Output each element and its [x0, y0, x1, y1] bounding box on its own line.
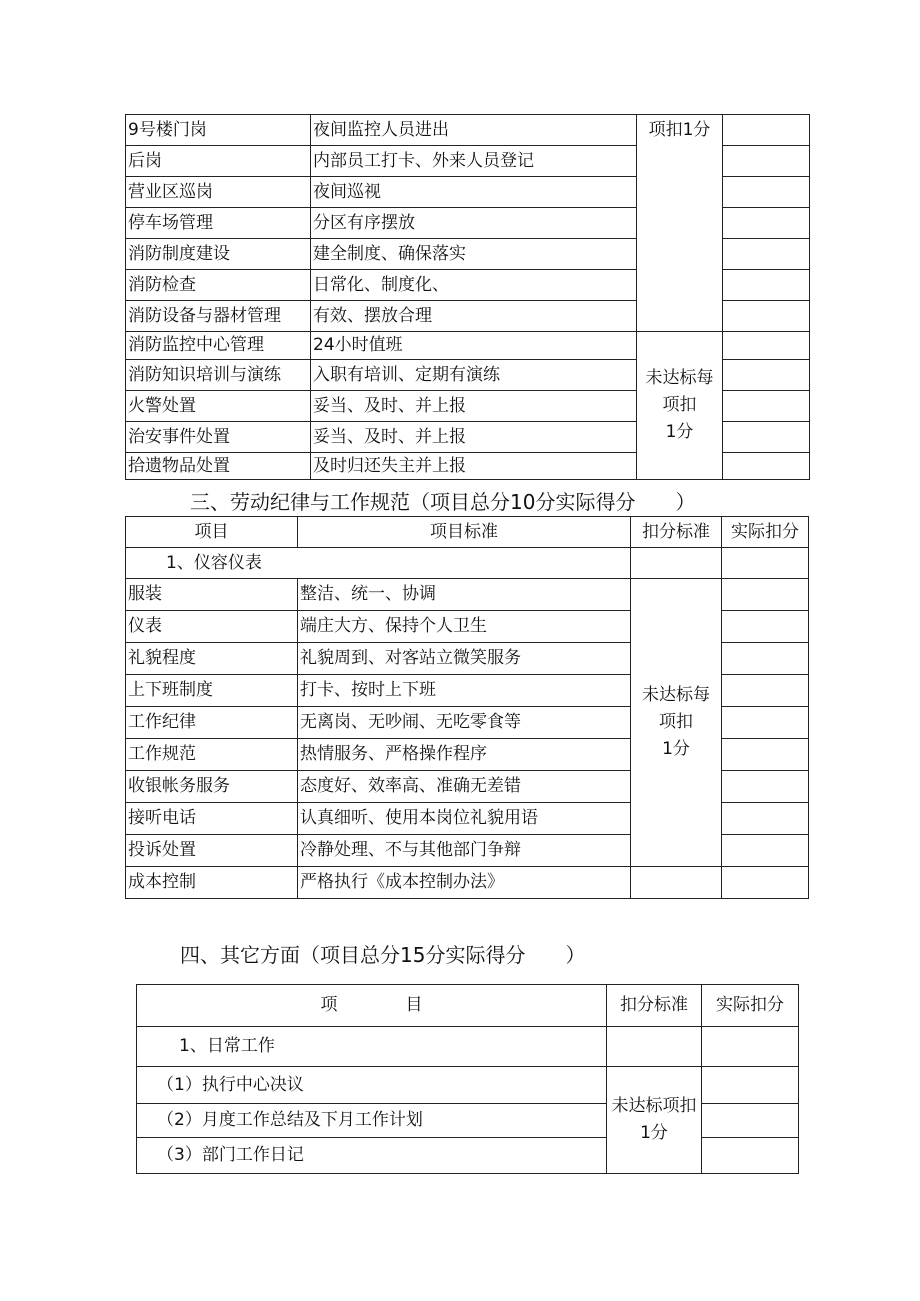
table-cell-item: 接听电话: [126, 803, 298, 835]
other-aspects-table: [136, 984, 799, 1174]
deduction-standard-line: 未达标每: [645, 367, 714, 388]
table-cell-standard: 日常化、制度化、: [311, 270, 637, 301]
deduction-standard-text: 项扣1分: [648, 120, 711, 140]
header-actual: 实际扣分: [722, 517, 809, 548]
section-title-labor-discipline: 三、劳动纪律与工作规范（项目总分10分实际得分 ）: [190, 490, 696, 514]
table-cell-standard: 24小时值班: [311, 332, 637, 360]
deduction-standard-line: 项扣: [659, 711, 693, 732]
table-cell-item: 成本控制: [126, 867, 298, 899]
actual-deduction-cell[interactable]: [722, 675, 809, 707]
deduction-standard-line: 项扣: [662, 394, 697, 415]
table-cell-standard: 态度好、效率高、准确无差错: [298, 771, 631, 803]
table-cell-standard: 冷静处理、不与其他部门争辩: [298, 835, 631, 867]
header-standard: 项目标准: [298, 517, 631, 548]
actual-deduction-cell[interactable]: [722, 579, 809, 611]
table-cell-item: 投诉处置: [126, 835, 298, 867]
deduction-standard-line: 1分: [662, 739, 690, 760]
table-cell-standard: 夜间监控人员进出: [311, 115, 637, 146]
actual-deduction-cell[interactable]: [723, 115, 810, 146]
deduction-standard-cell: [631, 867, 722, 899]
table-cell-item: 工作规范: [126, 739, 298, 771]
deduction-standard-line: 1分: [640, 1123, 668, 1143]
table-cell-standard: 内部员工打卡、外来人员登记: [311, 146, 637, 177]
header-item: 项目: [126, 517, 298, 548]
actual-deduction-cell[interactable]: [723, 360, 810, 391]
table-cell-standard: 礼貌周到、对客站立微笑服务: [298, 643, 631, 675]
actual-deduction-cell[interactable]: [723, 270, 810, 301]
table-cell-item: 消防制度建设: [126, 239, 311, 270]
actual-deduction-cell[interactable]: [722, 548, 809, 579]
actual-deduction-cell[interactable]: [723, 453, 810, 480]
table-cell-standard: 整洁、统一、协调: [298, 579, 631, 611]
table-cell-standard: 及时归还失主并上报: [311, 453, 637, 480]
actual-deduction-cell[interactable]: [722, 867, 809, 899]
table-cell-item: 拾遗物品处置: [126, 453, 311, 480]
table-cell-item: 仪表: [126, 611, 298, 643]
table-cell-standard: 无离岗、无吵闹、无吃零食等: [298, 707, 631, 739]
deduction-standard-line: 未达标项扣: [611, 1095, 697, 1116]
labor-discipline-table: [125, 516, 809, 899]
table-cell-item: 消防知识培训与演练: [126, 360, 311, 391]
security-standards-table: [125, 114, 810, 480]
table-cell-standard: 严格执行《成本控制办法》: [298, 867, 631, 899]
deduction-standard-cell: [631, 548, 722, 579]
actual-deduction-cell[interactable]: [702, 1027, 799, 1067]
deduction-standard-cell: [637, 332, 723, 480]
table-cell-item: 营业区巡岗: [126, 177, 311, 208]
deduction-standard-cell: [607, 1067, 702, 1174]
table-cell-item: 9号楼门岗: [126, 115, 311, 146]
table-cell-item: 消防监控中心管理: [126, 332, 311, 360]
table-cell-item: （3）部门工作日记: [137, 1138, 607, 1174]
table-cell-standard: 妥当、及时、并上报: [311, 391, 637, 422]
header-item: 项 目: [137, 985, 607, 1027]
deduction-standard-cell: [631, 579, 722, 867]
table-cell-item: 工作纪律: [126, 707, 298, 739]
table-cell-item: 停车场管理: [126, 208, 311, 239]
actual-deduction-cell[interactable]: [723, 177, 810, 208]
actual-deduction-cell[interactable]: [723, 146, 810, 177]
table-cell-standard: 妥当、及时、并上报: [311, 422, 637, 453]
table-cell-standard: 入职有培训、定期有演练: [311, 360, 637, 391]
table-cell-standard: 打卡、按时上下班: [298, 675, 631, 707]
actual-deduction-cell[interactable]: [702, 1104, 799, 1138]
actual-deduction-cell[interactable]: [723, 301, 810, 332]
table-cell-item: 上下班制度: [126, 675, 298, 707]
table-cell-item: （1）执行中心决议: [137, 1067, 607, 1104]
deduction-standard-cell: [607, 1027, 702, 1067]
actual-deduction-cell[interactable]: [722, 643, 809, 675]
group-label: 1、日常工作: [137, 1027, 607, 1067]
table-cell-standard: 分区有序摆放: [311, 208, 637, 239]
deduction-standard-line: 1分: [665, 422, 694, 443]
deduction-standard-line: 未达标每: [642, 684, 710, 705]
actual-deduction-cell[interactable]: [723, 239, 810, 270]
actual-deduction-cell[interactable]: [722, 707, 809, 739]
header-deduction: 扣分标准: [607, 985, 702, 1027]
table-cell-item: 治安事件处置: [126, 422, 311, 453]
section-title-other-aspects: 四、其它方面（项目总分15分实际得分 ）: [180, 943, 586, 967]
actual-deduction-cell[interactable]: [723, 332, 810, 360]
actual-deduction-cell[interactable]: [722, 771, 809, 803]
table-cell-standard: 建全制度、确保落实: [311, 239, 637, 270]
table-cell-item: 消防设备与器材管理: [126, 301, 311, 332]
table-cell-item: （2）月度工作总结及下月工作计划: [137, 1104, 607, 1138]
table-cell-item: 收银帐务服务: [126, 771, 298, 803]
table-cell-standard: 有效、摆放合理: [311, 301, 637, 332]
group-label: 1、仪容仪表: [126, 548, 631, 579]
actual-deduction-cell[interactable]: [723, 391, 810, 422]
table-cell-standard: 认真细听、使用本岗位礼貌用语: [298, 803, 631, 835]
actual-deduction-cell[interactable]: [722, 739, 809, 771]
table-cell-item: 后岗: [126, 146, 311, 177]
header-actual: 实际扣分: [702, 985, 799, 1027]
table-cell-standard: 端庄大方、保持个人卫生: [298, 611, 631, 643]
table-cell-item: 消防检查: [126, 270, 311, 301]
actual-deduction-cell[interactable]: [723, 208, 810, 239]
actual-deduction-cell[interactable]: [702, 1138, 799, 1174]
actual-deduction-cell[interactable]: [722, 611, 809, 643]
actual-deduction-cell[interactable]: [702, 1067, 799, 1104]
header-deduction: 扣分标准: [631, 517, 722, 548]
table-cell-standard: 夜间巡视: [311, 177, 637, 208]
actual-deduction-cell[interactable]: [722, 835, 809, 867]
actual-deduction-cell[interactable]: [723, 422, 810, 453]
actual-deduction-cell[interactable]: [722, 803, 809, 835]
table-cell-standard: 热情服务、严格操作程序: [298, 739, 631, 771]
deduction-standard-cell: [637, 115, 723, 332]
table-cell-item: 服装: [126, 579, 298, 611]
table-cell-item: 火警处置: [126, 391, 311, 422]
table-cell-item: 礼貌程度: [126, 643, 298, 675]
